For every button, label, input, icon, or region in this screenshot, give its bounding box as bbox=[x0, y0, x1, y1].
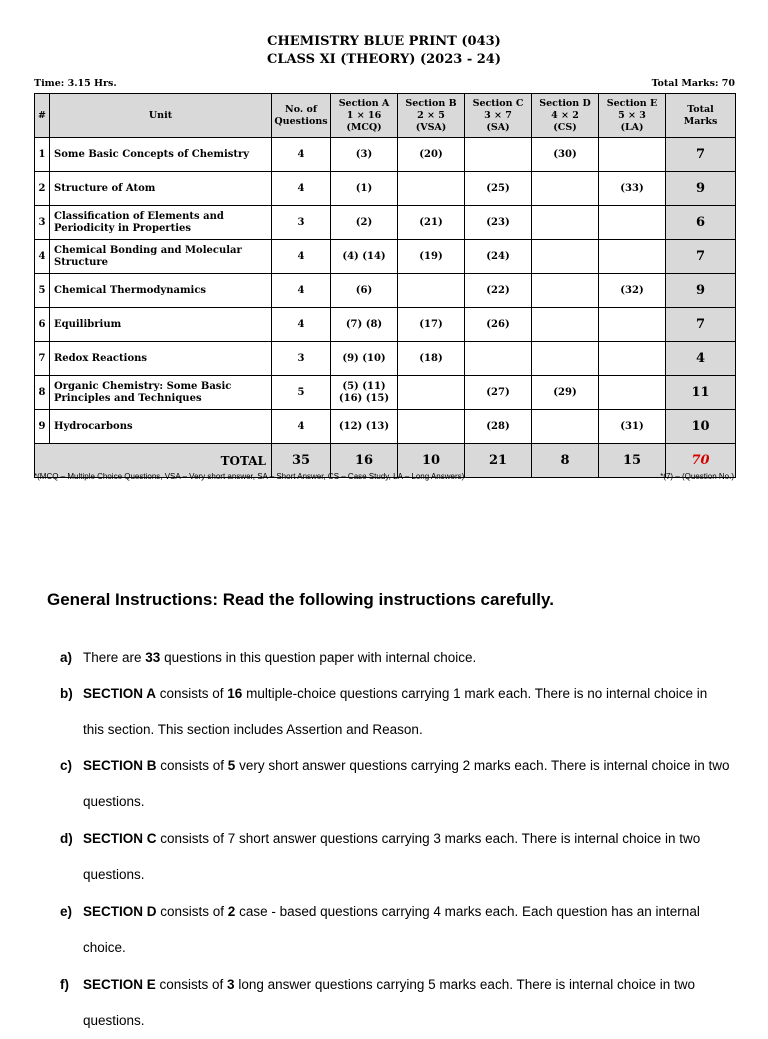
instruction-text: SECTION C consists of 7 short answer questions carrying 3 marks each. There is internal choice in two questions. bbox=[83, 831, 701, 882]
table-cell-t: 6 bbox=[666, 206, 736, 240]
table-cell-e bbox=[599, 138, 666, 172]
instruction-text: SECTION D consists of 2 case - based questions carrying 4 marks each. Each question has an internal choice. bbox=[83, 904, 700, 955]
instruction-item bbox=[60, 676, 730, 748]
header-section-e: Section E 5 × 3 (LA) bbox=[599, 94, 666, 138]
time-label: Time: 3.15 Hrs. bbox=[34, 78, 117, 89]
table-cell-a: (12) (13) bbox=[331, 410, 398, 444]
table-cell-unit: Organic Chemistry: Some Basic Principles and Techniques bbox=[50, 376, 272, 410]
table-cell-unit: Hydrocarbons bbox=[50, 410, 272, 444]
table-cell-c: (28) bbox=[465, 410, 532, 444]
total-cell-e: 15 bbox=[599, 444, 666, 478]
table-cell-t: 10 bbox=[666, 410, 736, 444]
table-cell-c: (26) bbox=[465, 308, 532, 342]
page-subtitle: CLASS XI (THEORY) (2023 - 24) bbox=[266, 52, 501, 67]
table-cell-unit: Chemical Thermodynamics bbox=[50, 274, 272, 308]
table-cell-d bbox=[532, 240, 599, 274]
instruction-item bbox=[60, 821, 730, 893]
page-title: CHEMISTRY BLUE PRINT (043) bbox=[267, 34, 501, 49]
instruction-item bbox=[60, 967, 730, 1039]
table-cell-c: (22) bbox=[465, 274, 532, 308]
header-section-a: Section A 1 × 16 (MCQ) bbox=[331, 94, 398, 138]
table-row bbox=[35, 240, 736, 274]
table-cell-b bbox=[398, 274, 465, 308]
table-cell-d bbox=[532, 172, 599, 206]
table-cell-n: 5 bbox=[35, 274, 50, 308]
table-row bbox=[35, 308, 736, 342]
instruction-text: There are 33 questions in this question paper with internal choice. bbox=[83, 650, 477, 665]
table-cell-n: 3 bbox=[35, 206, 50, 240]
instruction-label: f) bbox=[60, 977, 69, 992]
table-cell-d: (29) bbox=[532, 376, 599, 410]
table-cell-c bbox=[465, 342, 532, 376]
table-cell-d bbox=[532, 410, 599, 444]
table-cell-t: 11 bbox=[666, 376, 736, 410]
table-cell-t: 9 bbox=[666, 274, 736, 308]
table-cell-d bbox=[532, 206, 599, 240]
table-cell-d bbox=[532, 342, 599, 376]
table-cell-d: (30) bbox=[532, 138, 599, 172]
table-cell-b bbox=[398, 410, 465, 444]
total-cell-t: 70 bbox=[666, 444, 736, 478]
table-cell-e bbox=[599, 308, 666, 342]
blueprint-table bbox=[34, 93, 736, 478]
table-cell-q: 4 bbox=[272, 308, 331, 342]
table-cell-unit: Redox Reactions bbox=[50, 342, 272, 376]
table-row bbox=[35, 342, 736, 376]
total-cell-c: 21 bbox=[465, 444, 532, 478]
table-cell-q: 4 bbox=[272, 240, 331, 274]
table-cell-q: 4 bbox=[272, 274, 331, 308]
table-cell-b: (21) bbox=[398, 206, 465, 240]
instruction-item bbox=[60, 894, 730, 966]
table-cell-t: 7 bbox=[666, 308, 736, 342]
table-cell-d bbox=[532, 308, 599, 342]
question-number-note: *(7) – (Question No.) bbox=[660, 472, 734, 481]
table-cell-n: 6 bbox=[35, 308, 50, 342]
table-cell-unit: Structure of Atom bbox=[50, 172, 272, 206]
instruction-label: a) bbox=[60, 650, 73, 665]
table-cell-n: 9 bbox=[35, 410, 50, 444]
header-section-c: Section C 3 × 7 (SA) bbox=[465, 94, 532, 138]
table-row bbox=[35, 274, 736, 308]
instruction-label: c) bbox=[60, 758, 73, 773]
table-cell-unit: Some Basic Concepts of Chemistry bbox=[50, 138, 272, 172]
table-cell-e bbox=[599, 342, 666, 376]
table-cell-n: 8 bbox=[35, 376, 50, 410]
table-cell-c bbox=[465, 138, 532, 172]
abbreviation-note: *(MCQ – Multiple Choice Questions, VSA – Very short answer, SA – Short Answer, CS – Case Study, LA – Long Answers) bbox=[34, 472, 465, 481]
table-cell-a: (6) bbox=[331, 274, 398, 308]
table-cell-b bbox=[398, 172, 465, 206]
table-cell-e bbox=[599, 376, 666, 410]
table-cell-e bbox=[599, 206, 666, 240]
total-cell-a: 16 bbox=[331, 444, 398, 478]
header-total-marks: Total Marks bbox=[666, 94, 736, 138]
table-header-row bbox=[35, 94, 736, 138]
table-cell-e: (33) bbox=[599, 172, 666, 206]
table-cell-unit: Chemical Bonding and Molecular Structure bbox=[50, 240, 272, 274]
table-cell-a: (5) (11) (16) (15) bbox=[331, 376, 398, 410]
table-cell-e: (31) bbox=[599, 410, 666, 444]
instruction-item bbox=[60, 748, 730, 820]
table-row bbox=[35, 410, 736, 444]
table-cell-a: (9) (10) bbox=[331, 342, 398, 376]
instruction-item bbox=[60, 640, 730, 676]
table-row bbox=[35, 206, 736, 240]
instruction-text: SECTION B consists of 5 very short answer questions carrying 2 marks each. There is internal choice in two questions. bbox=[83, 758, 730, 809]
table-cell-b bbox=[398, 376, 465, 410]
table-cell-n: 1 bbox=[35, 138, 50, 172]
table-cell-e bbox=[599, 240, 666, 274]
total-cell-b: 10 bbox=[398, 444, 465, 478]
total-label: TOTAL bbox=[35, 444, 272, 478]
table-cell-a: (3) bbox=[331, 138, 398, 172]
table-cell-t: 9 bbox=[666, 172, 736, 206]
table-cell-n: 4 bbox=[35, 240, 50, 274]
table-cell-unit: Equilibrium bbox=[50, 308, 272, 342]
table-cell-c: (23) bbox=[465, 206, 532, 240]
table-cell-e: (32) bbox=[599, 274, 666, 308]
table-cell-t: 7 bbox=[666, 138, 736, 172]
table-cell-c: (27) bbox=[465, 376, 532, 410]
table-cell-c: (25) bbox=[465, 172, 532, 206]
table-cell-n: 2 bbox=[35, 172, 50, 206]
table-cell-a: (4) (14) bbox=[331, 240, 398, 274]
table-cell-b: (19) bbox=[398, 240, 465, 274]
table-cell-unit: Classification of Elements and Periodicity in Properties bbox=[50, 206, 272, 240]
table-cell-c: (24) bbox=[465, 240, 532, 274]
table-cell-q: 4 bbox=[272, 410, 331, 444]
table-cell-q: 3 bbox=[272, 206, 331, 240]
table-cell-n: 7 bbox=[35, 342, 50, 376]
table-cell-t: 4 bbox=[666, 342, 736, 376]
table-cell-d bbox=[532, 274, 599, 308]
total-marks-label: Total Marks: 70 bbox=[651, 78, 735, 89]
total-cell-d: 8 bbox=[532, 444, 599, 478]
instruction-text: SECTION A consists of 16 multiple-choice questions carrying 1 mark each. There is no internal choice in this section. This section includes Assertion and Reason. bbox=[83, 686, 708, 737]
table-cell-q: 4 bbox=[272, 172, 331, 206]
table-cell-q: 3 bbox=[272, 342, 331, 376]
instructions-heading: General Instructions: Read the following instructions carefully. bbox=[47, 590, 554, 609]
table-cell-b: (20) bbox=[398, 138, 465, 172]
header-num: # bbox=[35, 94, 50, 138]
table-cell-a: (1) bbox=[331, 172, 398, 206]
header-questions: No. of Questions bbox=[272, 94, 331, 138]
table-row bbox=[35, 172, 736, 206]
table-row bbox=[35, 376, 736, 410]
header-section-d: Section D 4 × 2 (CS) bbox=[532, 94, 599, 138]
table-body bbox=[35, 138, 736, 478]
table-row bbox=[35, 138, 736, 172]
instruction-label: d) bbox=[60, 831, 73, 846]
table-cell-b: (17) bbox=[398, 308, 465, 342]
instruction-label: e) bbox=[60, 904, 73, 919]
table-cell-q: 5 bbox=[272, 376, 331, 410]
total-cell-q: 35 bbox=[272, 444, 331, 478]
header-section-b: Section B 2 × 5 (VSA) bbox=[398, 94, 465, 138]
table-cell-a: (7) (8) bbox=[331, 308, 398, 342]
table-cell-q: 4 bbox=[272, 138, 331, 172]
instruction-label: b) bbox=[60, 686, 73, 701]
header-unit: Unit bbox=[50, 94, 272, 138]
table-cell-t: 7 bbox=[666, 240, 736, 274]
instruction-text: SECTION E consists of 3 long answer questions carrying 5 marks each. There is internal choice in two questions. bbox=[83, 977, 696, 1028]
table-cell-b: (18) bbox=[398, 342, 465, 376]
table-cell-a: (2) bbox=[331, 206, 398, 240]
